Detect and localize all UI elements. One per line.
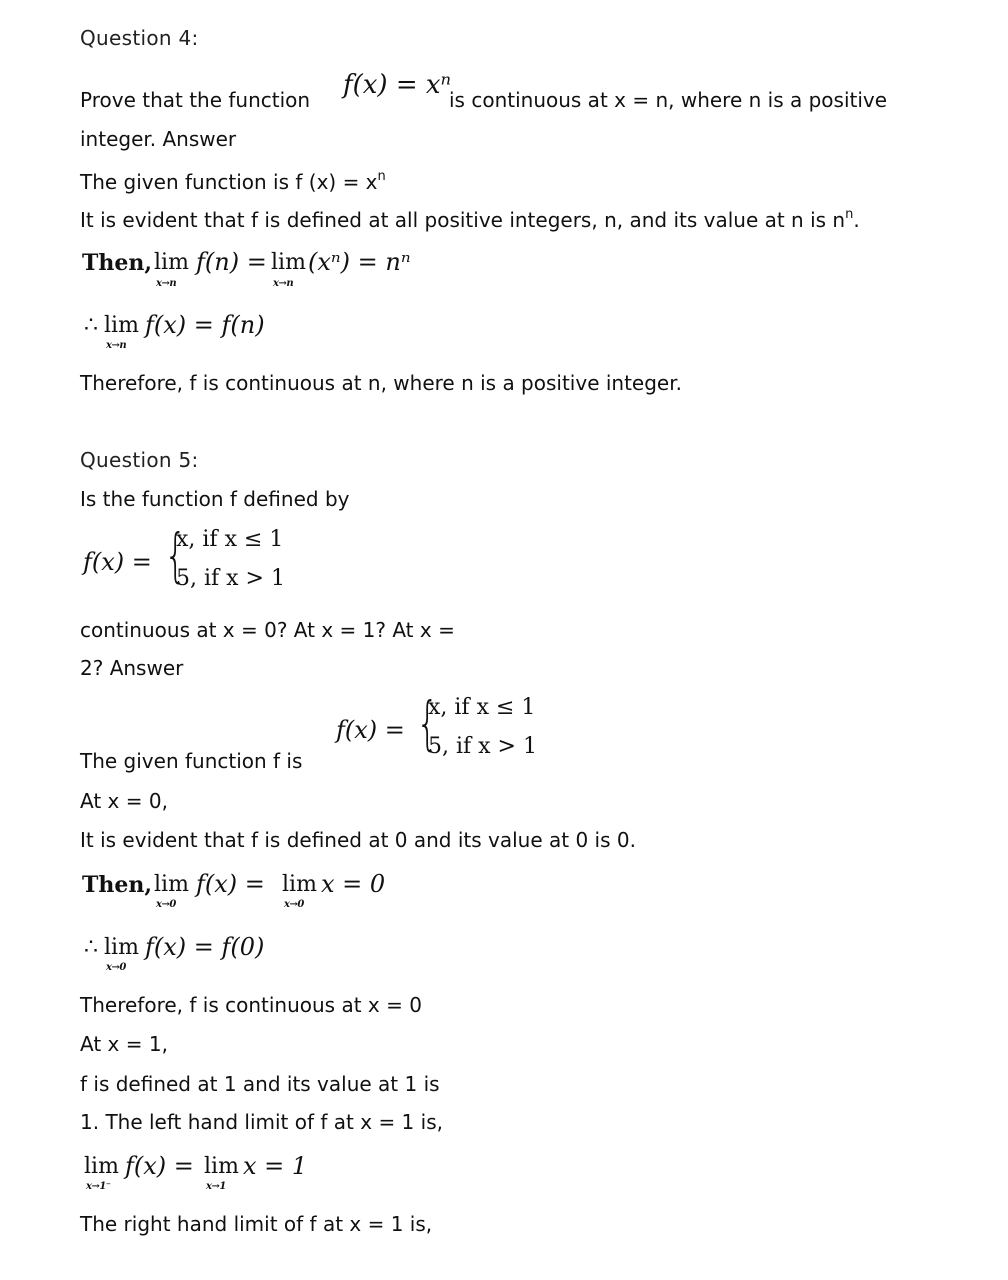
q5-answer-fx: f(x) =	[336, 716, 405, 744]
q4-therefore-symbol: ∴	[84, 313, 98, 338]
q5-then-expr2: x = 0	[321, 870, 386, 898]
q5-righthand: The right hand limit of f at x = 1 is,	[80, 1212, 433, 1236]
q5-continuous-line2: 2? Answer	[80, 656, 184, 680]
q5-then-expr1: f(x) =	[196, 870, 265, 898]
question-5-heading: Question 5:	[80, 448, 199, 472]
q5-prompt: Is the function f defined by	[80, 487, 350, 511]
q5-lh-expr1: f(x) =	[125, 1152, 194, 1180]
q5-lh-lim2: lim	[204, 1154, 239, 1179]
q5-cont0: Therefore, f is continuous at x = 0	[80, 993, 422, 1017]
q4-prompt-formula: f(x) = xⁿ	[343, 70, 452, 100]
q5-then-lim1: lim	[154, 872, 189, 897]
q4-then-lim2: lim	[271, 250, 306, 275]
q4-then-lim1: lim	[154, 250, 189, 275]
q5-defined1: f is defined at 1 and its value at 1 is	[80, 1072, 440, 1096]
q4-conclusion: Therefore, f is continuous at n, where n is a positive integer.	[80, 371, 682, 395]
q5-evident0: It is evident that f is defined at 0 and its value at 0 is 0.	[80, 828, 636, 852]
q5-then-sub2: x→0	[284, 899, 304, 910]
q4-given: The given function is f $(x) = x^n$	[80, 169, 386, 194]
q5-lh-sub1: x→1⁻	[86, 1181, 111, 1192]
q5-piecewise-case2: 5, if x > 1	[176, 566, 285, 591]
q5-at1: At x = 1,	[80, 1032, 168, 1056]
q5-then-sub1: x→0	[156, 899, 176, 910]
q4-therefore-sub: x→n	[106, 340, 127, 351]
q5-therefore-sub: x→0	[106, 962, 126, 973]
q4-therefore-expr: f(x) = f(n)	[145, 311, 265, 339]
q4-therefore-lim: lim	[104, 313, 139, 338]
q5-at0: At x = 0,	[80, 789, 168, 813]
q4-prompt-end: is continuous at x = n, where n is a positive	[449, 88, 888, 112]
question-4-heading: Question 4:	[80, 26, 199, 50]
q5-therefore-expr: f(x) = f(0)	[145, 933, 265, 961]
q4-then-sub2: x→n	[273, 278, 294, 289]
q5-then-label: Then,	[82, 872, 153, 898]
q5-given: The given function f is	[80, 749, 303, 773]
q5-piecewise-case1: x, if x ≤ 1	[176, 527, 284, 552]
q5-continuous-line1: continuous at x = 0? At x = 1? At x =	[80, 618, 455, 642]
q4-then-expr2: (xⁿ) = nⁿ	[308, 248, 411, 276]
q5-lh-expr2: x = 1	[243, 1152, 308, 1180]
q4-then-expr1: f(n) =	[196, 248, 267, 276]
q5-answer-case2: 5, if x > 1	[428, 734, 537, 759]
q5-lefthand: 1. The left hand limit of f at x = 1 is,	[80, 1110, 443, 1134]
q4-then-label: Then,	[82, 250, 153, 276]
q4-then-sub1: x→n	[156, 278, 177, 289]
q5-then-lim2: lim	[282, 872, 317, 897]
q5-lh-sub2: x→1	[206, 1181, 226, 1192]
q5-therefore-symbol: ∴	[84, 935, 98, 960]
q4-evident: It is evident that f is defined at all positive integers, n, and its value at n is $n^n$.	[80, 207, 860, 232]
q5-piecewise-fx: f(x) =	[83, 548, 152, 576]
q5-answer-brace: {	[416, 689, 439, 757]
q4-prompt-line2: integer. Answer	[80, 127, 237, 151]
q5-piecewise-brace: {	[164, 521, 187, 589]
q5-answer-case1: x, if x ≤ 1	[428, 695, 536, 720]
q5-therefore-lim: lim	[104, 935, 139, 960]
q5-lh-lim1: lim	[84, 1154, 119, 1179]
q4-prompt-start: Prove that the function	[80, 88, 311, 112]
